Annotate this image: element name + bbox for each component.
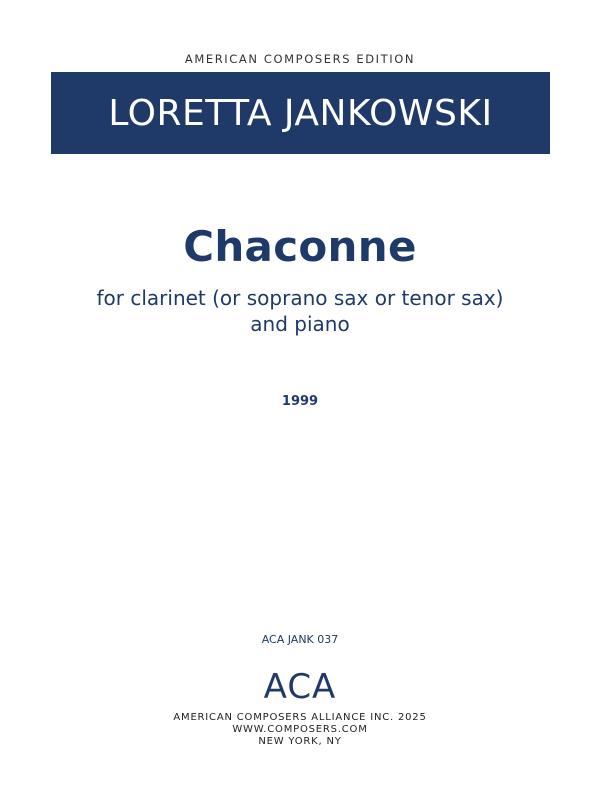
publisher-location: NEW YORK, NY — [258, 736, 342, 747]
composer-name: LORETTA JANKOWSKI — [108, 92, 493, 134]
catalog-number: ACA JANK 037 — [261, 633, 339, 646]
publisher-info — [0, 712, 600, 748]
work-title: Chaconne — [183, 222, 417, 271]
publisher-website: WWW.COMPOSERS.COM — [232, 724, 368, 735]
aca-logo: ACA — [263, 667, 337, 707]
composer-banner — [51, 72, 550, 154]
publisher-name: AMERICAN COMPOSERS ALLIANCE INC. 2025 — [173, 712, 427, 723]
instrumentation-line-1: for clarinet (or soprano sax or tenor sax) — [96, 286, 504, 310]
edition-label: AMERICAN COMPOSERS EDITION — [184, 52, 416, 66]
composition-year: 1999 — [281, 394, 319, 409]
instrumentation — [0, 285, 600, 337]
instrumentation-line-2: and piano — [250, 312, 350, 336]
